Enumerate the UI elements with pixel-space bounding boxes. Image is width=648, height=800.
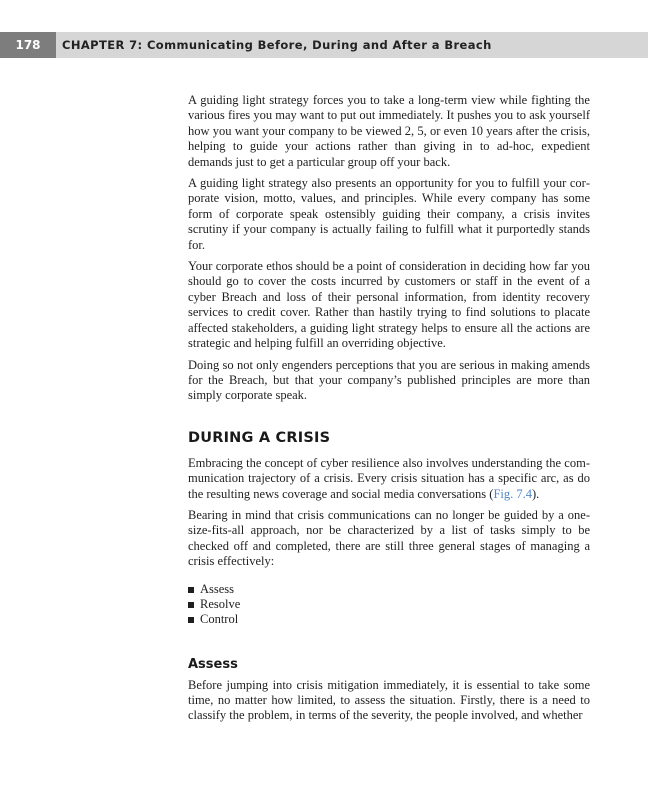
running-header [0, 32, 648, 58]
paragraph: Before jumping into crisis mitigation immediately, it is essential to take some time, no matter how limited, to assess the situation. Firstly, there is a need to classify the problem, in terms of the severity, the people involved, and whether [188, 677, 590, 723]
square-bullet-icon [188, 587, 194, 593]
body-text [188, 93, 590, 730]
square-bullet-icon [188, 617, 194, 623]
square-bullet-icon [188, 602, 194, 608]
page-number: 178 [0, 32, 56, 58]
list-item [188, 612, 590, 627]
figure-reference-link[interactable]: Fig. 7.4 [493, 486, 533, 501]
stages-list [188, 582, 590, 627]
paragraph: Doing so not only engenders perceptions that you are serious in making amends for the Breach, but that your company’s published principles are more than simply corporate speak. [188, 357, 590, 403]
paragraph: Bearing in mind that crisis communications can no longer be guided by a one-size-fits-all approach, nor be characterized by a list of tasks simply to be checked off and completed, there are still three general stages of managing a crisis effectively: [188, 507, 590, 569]
paragraph: A guiding light strategy forces you to take a long-term view while fighting the various fires you may want to put out immediately. It pushes you to ask yourself how you want your company to be viewed 2, 5, or even 10 years after the crisis, helping to guide your actions rather than giving in to ad-hoc, expedient demands just to get a particular group off your back. [188, 93, 590, 169]
paragraph-text: Embracing the concept of cyber resilience also involves understanding the communication trajectory of a crisis. Every crisis situation has a specific arc, as do the resulting news coverage and social media conversations ( [188, 455, 590, 501]
subsection-heading-assess: Assess [188, 656, 238, 672]
paragraph-text: ). [532, 486, 540, 501]
list-item-label: Assess [200, 581, 235, 596]
paragraph: Your corporate ethos should be a point of consideration in deciding how far you should go to cover the costs incurred by customers or staff in the event of a cyber Breach and loss of their personal information, from identity recovery services to credit cover. Rather than hastily trying to find solutions to placate affected stakeholders, a guiding light strategy helps to ensure all the actions are strategic and helping fulfill an overriding objective. [188, 259, 590, 351]
list-item-label: Resolve [200, 596, 241, 611]
list-item [188, 597, 590, 612]
paragraph [188, 456, 590, 502]
list-item [188, 582, 590, 597]
paragraph: A guiding light strategy also presents an opportunity for you to fulfill your corporate vision, motto, values, and principles. While every company has some form of corporate speak ostensibly guiding their company, a crisis invites scrutiny if your company is actually failing to fulfill what it purportedly stands for. [188, 176, 590, 252]
list-item-label: Control [200, 611, 239, 626]
section-heading-during-a-crisis: DURING A CRISIS [188, 429, 331, 446]
chapter-title: CHAPTER 7: Communicating Before, During and After a Breach [62, 38, 492, 52]
